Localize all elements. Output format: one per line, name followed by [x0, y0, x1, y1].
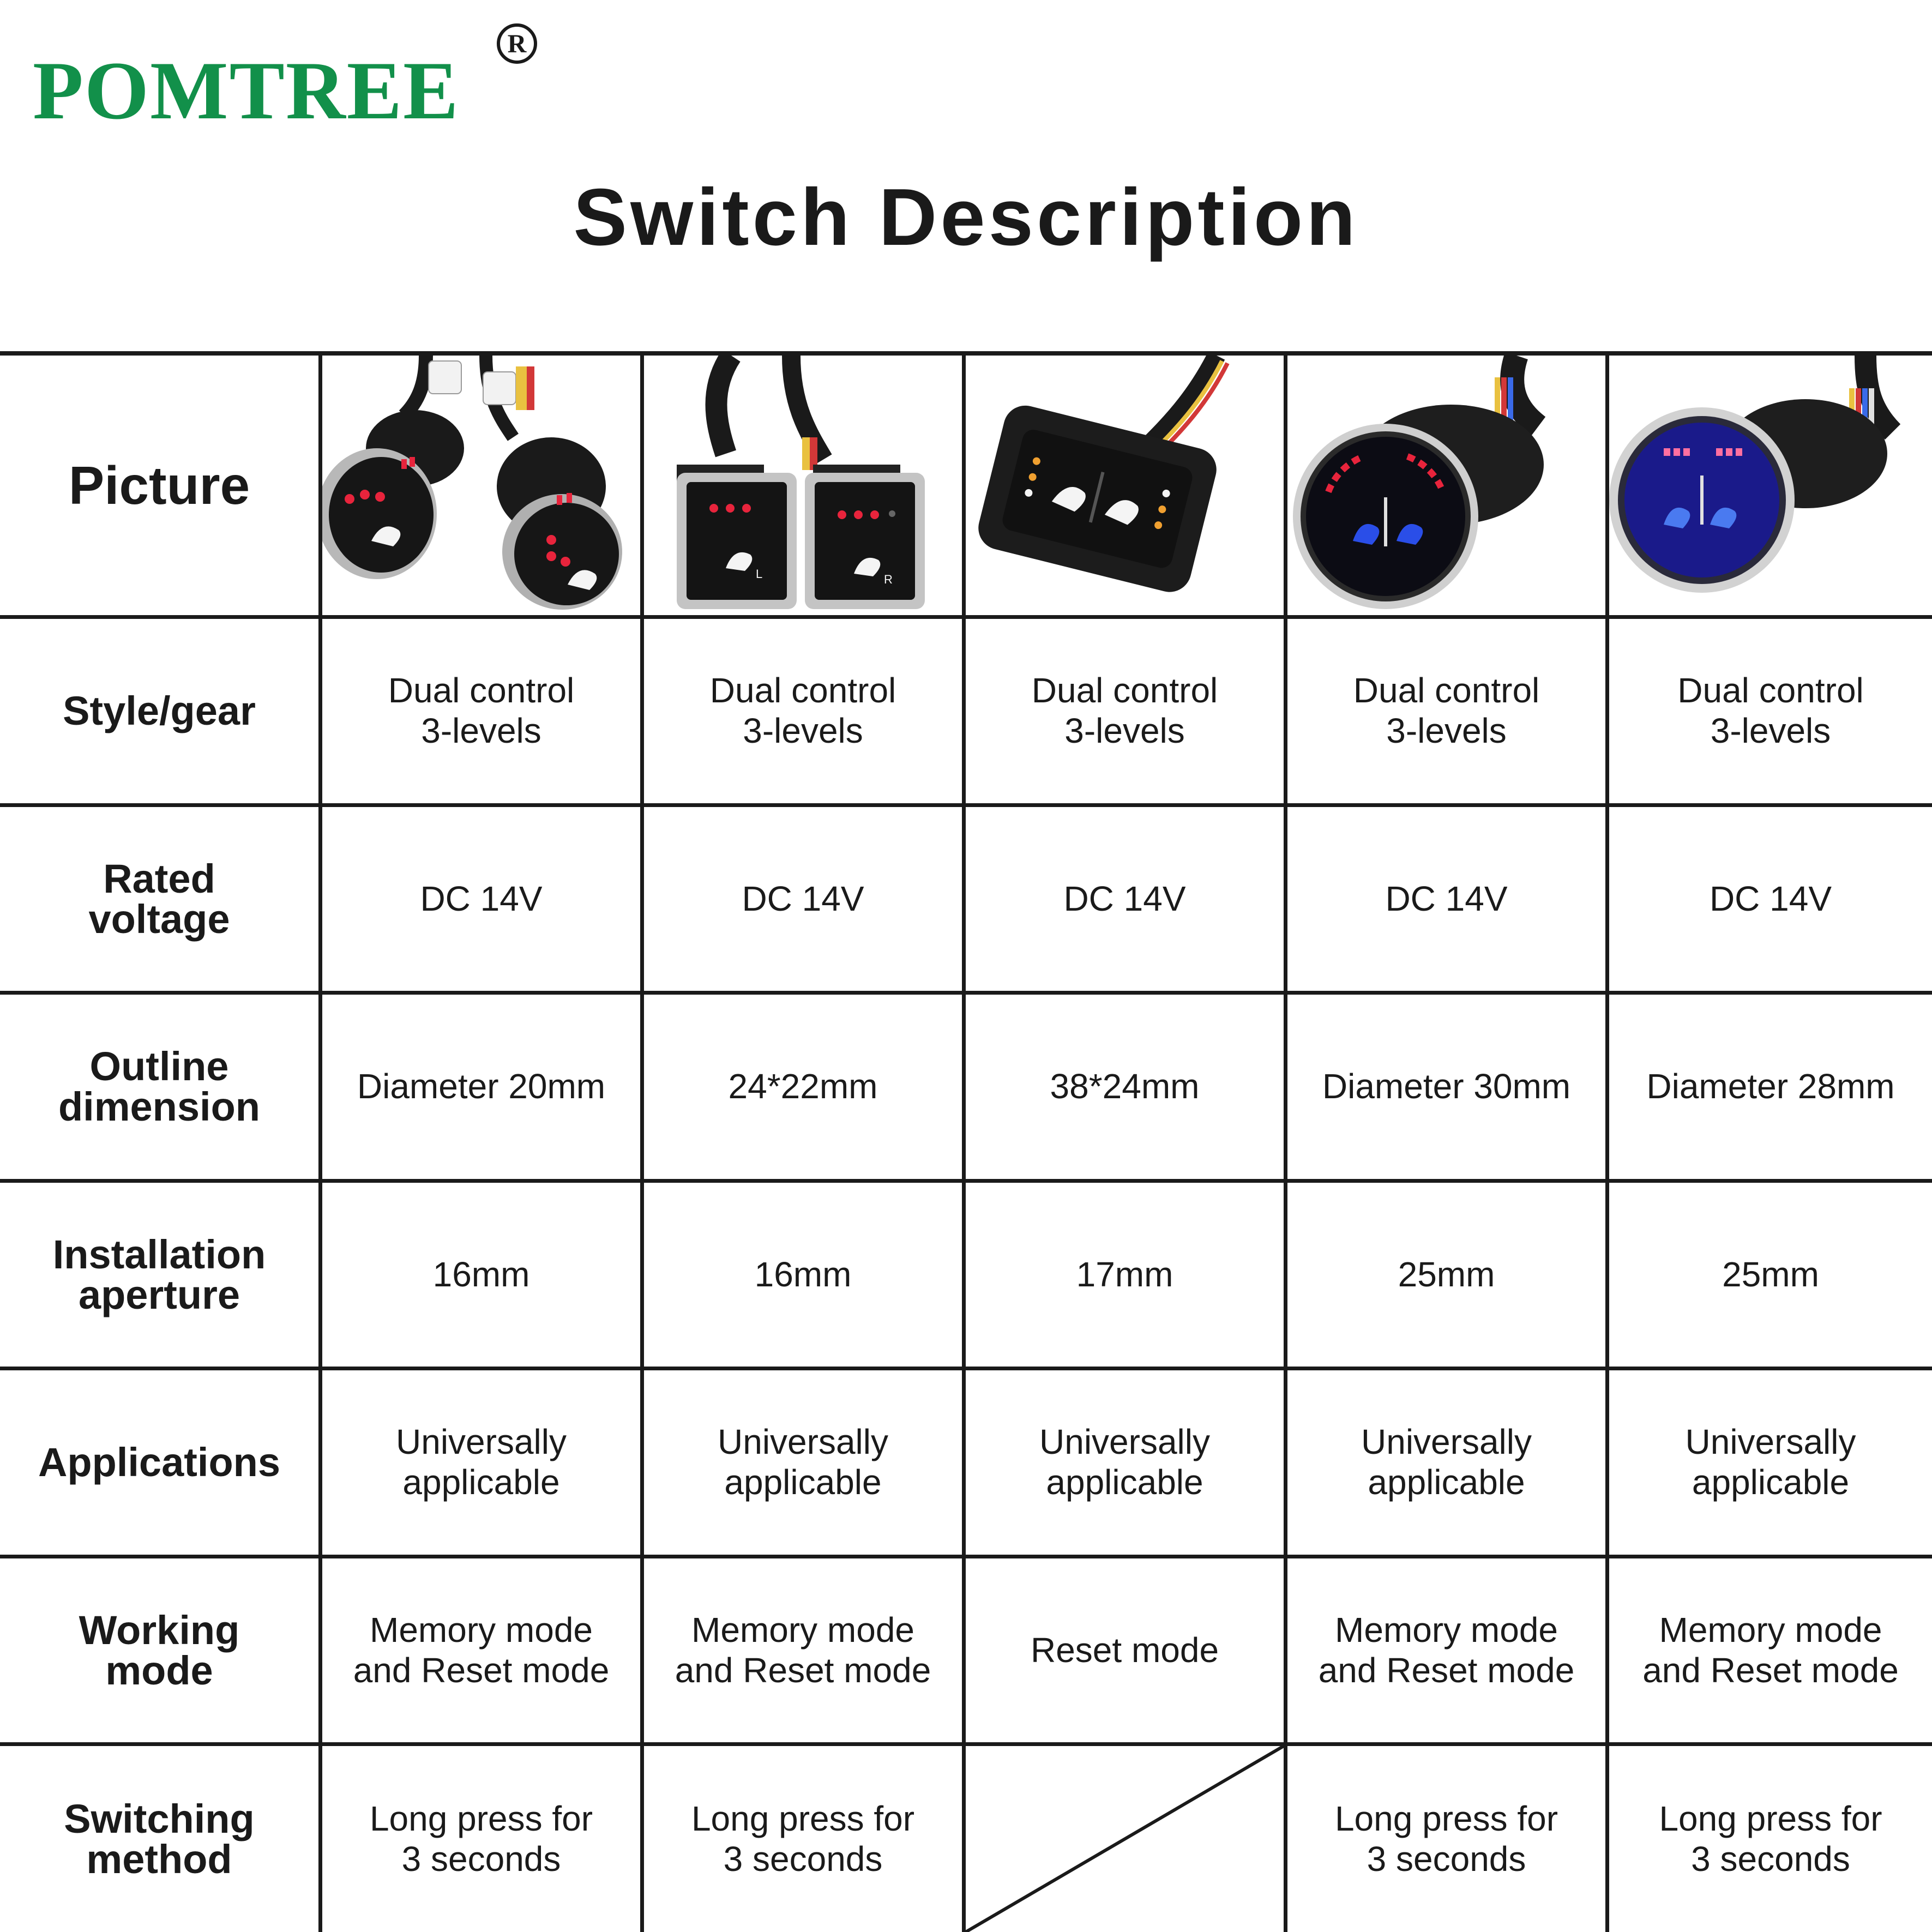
- row-divider: [0, 991, 1932, 995]
- cell-switching-method: Long press for 3 seconds: [369, 1798, 593, 1879]
- row-divider: [0, 1179, 1932, 1183]
- cell-rated-voltage: DC 14V: [742, 878, 864, 918]
- cell-applications: Universally applicable: [1039, 1422, 1210, 1502]
- column-divider: [962, 351, 966, 1932]
- page-title: Switch Description: [573, 172, 1359, 262]
- cell-working-mode: Reset mode: [1030, 1630, 1219, 1670]
- cell-working-mode: Memory mode and Reset mode: [1642, 1610, 1899, 1690]
- cell-applications: Universally applicable: [718, 1422, 888, 1502]
- cell-style-gear: Dual control 3-levels: [1353, 671, 1540, 750]
- cell-outline-dimension: Diameter 20mm: [357, 1067, 606, 1106]
- cell-switching-method: Long press for 3 seconds: [1659, 1798, 1882, 1879]
- switch-photo-round-black-pair: [322, 356, 640, 615]
- spec-table: [0, 351, 1932, 1932]
- switch-photo-square-pair: [644, 356, 962, 615]
- switch-photo-rectangular-panel: [966, 356, 1284, 615]
- cell-installation-aperture: 16mm: [432, 1254, 530, 1294]
- cell-style-gear: Dual control 3-levels: [709, 671, 896, 750]
- cell-style-gear: Dual control 3-levels: [388, 671, 575, 750]
- row-divider: [0, 1742, 1932, 1746]
- cell-style-gear: Dual control 3-levels: [1677, 671, 1864, 750]
- cell-switching-method: Long press for 3 seconds: [1334, 1798, 1558, 1879]
- cell-rated-voltage: DC 14V: [1063, 878, 1186, 918]
- cell-installation-aperture: 16mm: [754, 1254, 852, 1294]
- row-divider: [0, 1555, 1932, 1558]
- row-label-picture: Picture: [68, 455, 250, 515]
- column-divider: [318, 351, 322, 1932]
- switch-photo-round-blue-red-arc: [1287, 356, 1605, 615]
- cell-applications: Universally applicable: [1685, 1422, 1856, 1502]
- cell-outline-dimension: 24*22mm: [728, 1067, 878, 1106]
- row-label-working-mode: Working mode: [79, 1607, 240, 1693]
- cell-applications: Universally applicable: [1361, 1422, 1532, 1502]
- row-label-style-gear: Style/gear: [63, 688, 256, 733]
- cell-rated-voltage: DC 14V: [1385, 878, 1508, 918]
- column-divider: [640, 351, 644, 1932]
- cell-style-gear: Dual control 3-levels: [1031, 671, 1218, 750]
- cell-working-mode: Memory mode and Reset mode: [353, 1610, 610, 1690]
- brand-name: POMTREE: [33, 45, 460, 136]
- cell-switching-method: Long press for 3 seconds: [691, 1798, 915, 1879]
- row-label-installation-aperture: Installation aperture: [52, 1231, 266, 1317]
- row-divider: [0, 615, 1932, 619]
- registered-mark-icon: [495, 22, 539, 65]
- cell-switching-method-empty: [966, 1746, 1284, 1932]
- row-divider: [0, 1367, 1932, 1370]
- switch-photo-round-blue-face: [1609, 356, 1932, 615]
- row-label-rated-voltage: Rated voltage: [88, 856, 230, 942]
- row-label-applications: Applications: [38, 1440, 281, 1485]
- row-label-outline-dimension: Outline dimension: [58, 1044, 261, 1129]
- cell-installation-aperture: 25mm: [1722, 1254, 1819, 1294]
- cell-rated-voltage: DC 14V: [420, 878, 543, 918]
- svg-text:R: R: [507, 29, 527, 58]
- row-label-switching-method: Switching method: [64, 1796, 255, 1882]
- cell-working-mode: Memory mode and Reset mode: [675, 1610, 931, 1690]
- table-top-border: [0, 351, 1932, 356]
- cell-outline-dimension: 38*24mm: [1050, 1067, 1200, 1106]
- cell-rated-voltage: DC 14V: [1709, 878, 1832, 918]
- cell-working-mode: Memory mode and Reset mode: [1318, 1610, 1575, 1690]
- svg-text:R: R: [884, 573, 893, 586]
- cell-installation-aperture: 25mm: [1398, 1254, 1495, 1294]
- column-divider: [1605, 351, 1609, 1932]
- cell-applications: Universally applicable: [396, 1422, 567, 1502]
- column-divider: [1284, 351, 1287, 1932]
- cell-outline-dimension: Diameter 30mm: [1322, 1067, 1571, 1106]
- cell-outline-dimension: Diameter 28mm: [1646, 1067, 1895, 1106]
- cell-installation-aperture: 17mm: [1076, 1254, 1173, 1294]
- svg-text:L: L: [756, 567, 763, 581]
- row-divider: [0, 803, 1932, 807]
